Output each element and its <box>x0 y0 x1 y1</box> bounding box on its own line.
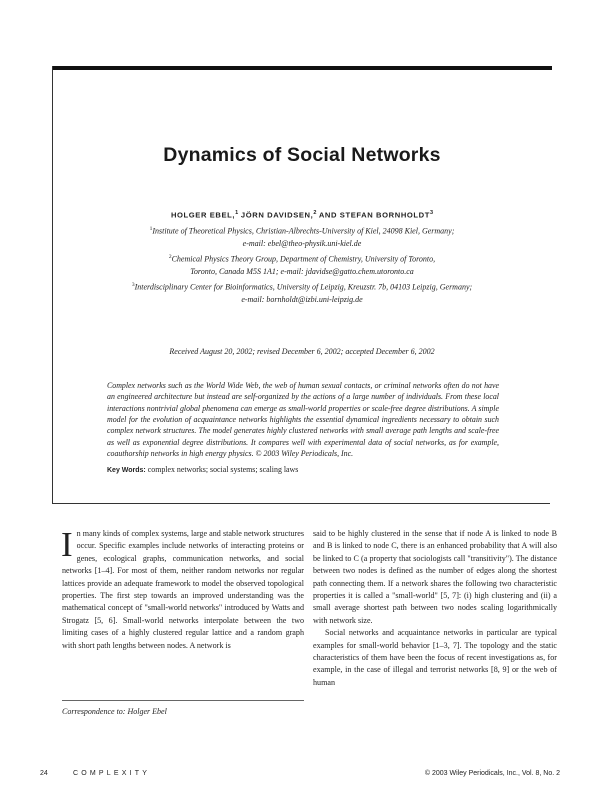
paragraph <box>61 525 304 652</box>
affiliation-line: Chemical Physics Theory Group, Department of Chemistry, University of Toronto, <box>171 254 436 264</box>
dropcap: I <box>61 525 73 564</box>
paragraph: Social networks and acquaintance networks in particular are typical examples for small-world behavior [1–3, 7]. The topology and the static characteristics of them have been the focus of recent investigations as, for example, in the case of illegal and terrorist networks [8, 9] or the web of human <box>313 628 557 687</box>
body-column-right <box>313 528 557 689</box>
correspondence-note: Correspondence to: Holger Ebel <box>62 707 167 716</box>
author-sup: 1 <box>235 210 239 216</box>
keywords-label: Key Words: <box>107 467 146 474</box>
frame-bottom-rule <box>52 503 550 504</box>
paragraph-text: n many kinds of complex systems, large and stable network structures occur. Specific examples include networks of interacting proteins or genes, ecological graphs, communication networks, and social networks [1–4]. For most of them, neither random networks nor regular lattices provide an adequate framework to model the observed topological properties. The first step towards an improved understanding was the mathematical concept of "small-world networks" introduced by Watts and Strogatz [5, 6]. Small-world networks interpolate between the two limiting cases of a highly clustered regular lattice and a random graph with short path lengths between nodes. A network is <box>62 529 304 650</box>
author-sup: 3 <box>429 210 434 216</box>
body-column-left <box>61 525 304 652</box>
abstract: Complex networks such as the World Wide Web, the web of human sexual contacts, or criminal networks often do not have an engineered architecture but instead are self-organized by the actions of a large number of individuals. From these local interactions nontrivial global phenomena can emerge as small-world properties or scale-free degree distributions. A simple model for the evolution of acquaintance networks highlights the essential dynamical ingredients necessary to obtain such complex network structures. The model generates highly clustered networks with small average path lengths and scale-free as well as exponential degree distributions. It compares well with experimental data of social networks, as for example, coauthorship networks in high energy physics. © 2003 Wiley Periodicals, Inc. <box>107 381 499 459</box>
keywords-text: complex networks; social systems; scaling laws <box>147 465 299 474</box>
affiliation-email: e-mail: bornholdt@izbi.uni-leipzig.de <box>241 294 363 304</box>
author-name: HOLGER EBEL, <box>170 210 236 220</box>
author-sup: 2 <box>313 210 317 216</box>
received-dates: Received August 20, 2002; revised December 6, 2002; accepted December 6, 2002 <box>169 347 435 356</box>
keywords <box>107 465 499 474</box>
author-name: AND STEFAN BORNHOLDT <box>318 210 430 220</box>
correspondence-rule <box>62 700 304 701</box>
affiliation <box>52 279 552 306</box>
affiliation <box>52 251 552 278</box>
copyright: © 2003 Wiley Periodicals, Inc., Vol. 8, No. 2 <box>424 770 560 777</box>
article-title: Dynamics of Social Networks <box>163 144 441 166</box>
affiliation-line: Interdisciplinary Center for Bioinformatics, University of Leipzig, Kreuzstr. 7b, 04103 Leipzig, Germany; <box>134 282 473 292</box>
affiliation-sup: 3 <box>131 282 135 289</box>
author-line <box>52 210 552 220</box>
affiliation-email: Toronto, Canada M5S 1A1; e-mail: jdavidse@gatto.chem.utoronto.ca <box>190 266 414 276</box>
affiliation-sup: 1 <box>149 226 153 232</box>
journal-name: COMPLEXITY <box>73 770 151 777</box>
affiliations <box>52 223 552 307</box>
affiliation-line: Institute of Theoretical Physics, Christian-Albrechts-University of Kiel, 24098 Kiel, Germany; <box>152 226 455 236</box>
author-name: JÖRN DAVIDSEN, <box>240 210 314 220</box>
page-number: 24 <box>40 770 48 777</box>
affiliation <box>52 223 552 250</box>
affiliation-sup: 2 <box>168 254 172 261</box>
affiliation-email: e-mail: ebel@theo-physik.uni-kiel.de <box>242 238 362 248</box>
header-rule <box>52 66 552 70</box>
paragraph: said to be highly clustered in the sense that if node A is linked to node B and B is linked to node C, there is an enhanced probability that A will also be linked to C (a property that sociologists call "transitivity"). The distance between two nodes is defined as the number of edges along the shortest path connecting them. If a network shares the following two characteristic properties it is called a "small-world" [5, 7]: (i) high clustering and (ii) a small average shortest path between two nodes scaling logarithmically with network size. <box>313 529 557 625</box>
